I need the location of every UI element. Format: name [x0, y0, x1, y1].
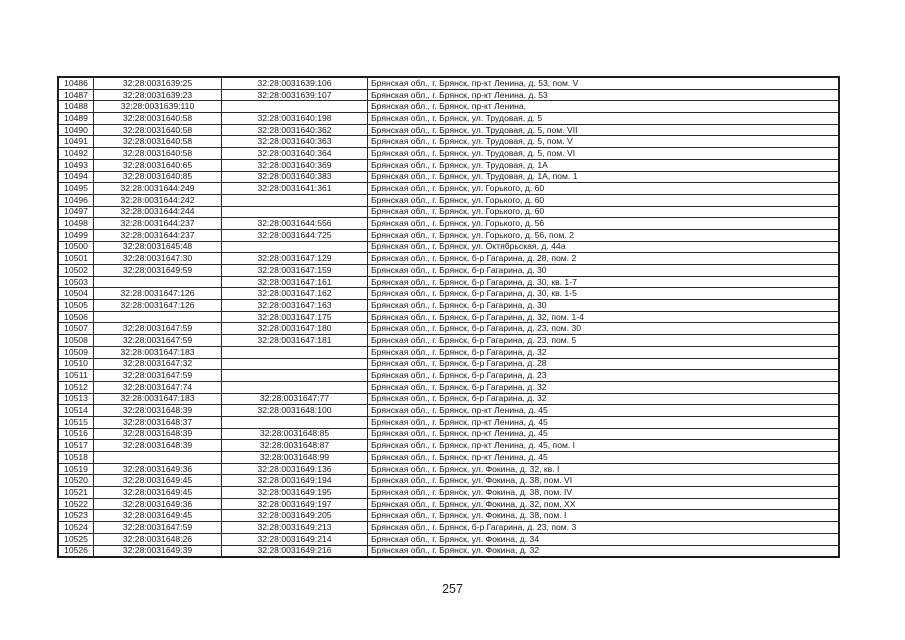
- table-row: [58, 101, 839, 113]
- cadastral-number-cell: 32:28:0031640:58: [94, 124, 222, 136]
- table-row: [58, 405, 839, 417]
- address-cell: Брянская обл., г. Брянск, пр-кт Ленина, д. 45: [368, 405, 840, 417]
- linked-cadastral-number-cell: 32:28:0031640:383: [222, 171, 368, 183]
- cadastral-number-cell: 32:28:0031644:244: [94, 206, 222, 218]
- linked-cadastral-number-cell: 32:28:0031649:205: [222, 510, 368, 522]
- table-row: [58, 136, 839, 148]
- row-number-cell: 10492: [58, 148, 94, 160]
- cadastral-number-cell: 32:28:0031647:30: [94, 253, 222, 265]
- address-cell: Брянская обл., г. Брянск, б-р Гагарина, д. 32, пом. 1-4: [368, 311, 840, 323]
- table-row: [58, 440, 839, 452]
- row-number-cell: 10496: [58, 194, 94, 206]
- linked-cadastral-number-cell: [222, 381, 368, 393]
- cadastral-number-cell: 32:28:0031648:37: [94, 416, 222, 428]
- row-number-cell: 10505: [58, 300, 94, 312]
- table-row: [58, 428, 839, 440]
- row-number-cell: 10508: [58, 335, 94, 347]
- table-row: [58, 113, 839, 125]
- linked-cadastral-number-cell: [222, 346, 368, 358]
- table-row: [58, 124, 839, 136]
- table-row: [58, 89, 839, 101]
- address-cell: Брянская обл., г. Брянск, ул. Горького, д. 56: [368, 218, 840, 230]
- table-row: [58, 206, 839, 218]
- table-row: [58, 159, 839, 171]
- address-cell: Брянская обл., г. Брянск, б-р Гагарина, д. 23, пом. 5: [368, 335, 840, 347]
- row-number-cell: 10504: [58, 288, 94, 300]
- row-number-cell: 10489: [58, 113, 94, 125]
- row-number-cell: 10519: [58, 463, 94, 475]
- cadastral-number-cell: 32:28:0031647:126: [94, 300, 222, 312]
- cadastral-number-cell: 32:28:0031640:58: [94, 113, 222, 125]
- cadastral-number-cell: 32:28:0031645:48: [94, 241, 222, 253]
- address-cell: Брянская обл., г. Брянск, б-р Гагарина, д. 30: [368, 300, 840, 312]
- cadastral-number-cell: 32:28:0031644:237: [94, 229, 222, 241]
- table-row: [58, 218, 839, 230]
- cadastral-number-cell: 32:28:0031648:39: [94, 405, 222, 417]
- table-row: [58, 487, 839, 499]
- linked-cadastral-number-cell: 32:28:0031640:369: [222, 159, 368, 171]
- row-number-cell: 10511: [58, 370, 94, 382]
- cadastral-number-cell: 32:28:0031647:59: [94, 522, 222, 534]
- cadastral-number-cell: 32:28:0031649:59: [94, 265, 222, 277]
- table-row: [58, 171, 839, 183]
- linked-cadastral-number-cell: 32:28:0031648:87: [222, 440, 368, 452]
- row-number-cell: 10516: [58, 428, 94, 440]
- table-row: [58, 416, 839, 428]
- table-row: [58, 323, 839, 335]
- address-cell: Брянская обл., г. Брянск, пр-кт Ленина, д. 53, пом. V: [368, 77, 840, 89]
- cadastral-number-cell: 32:28:0031639:25: [94, 77, 222, 89]
- linked-cadastral-number-cell: 32:28:0031647:162: [222, 288, 368, 300]
- table-row: [58, 533, 839, 545]
- linked-cadastral-number-cell: 32:28:0031649:214: [222, 533, 368, 545]
- table-row: [58, 346, 839, 358]
- cadastral-number-cell: [94, 311, 222, 323]
- row-number-cell: 10503: [58, 276, 94, 288]
- table-row: [58, 522, 839, 534]
- table-row: [58, 194, 839, 206]
- address-cell: Брянская обл., г. Брянск, ул. Трудовая, д. 5: [368, 113, 840, 125]
- address-cell: Брянская обл., г. Брянск, ул. Фокина, д. 34: [368, 533, 840, 545]
- address-cell: Брянская обл., г. Брянск, пр-кт Ленина, д. 53: [368, 89, 840, 101]
- cadastral-number-cell: 32:28:0031649:36: [94, 463, 222, 475]
- linked-cadastral-number-cell: 32:28:0031647:129: [222, 253, 368, 265]
- row-number-cell: 10510: [58, 358, 94, 370]
- address-cell: Брянская обл., г. Брянск, ул. Горького, д. 60: [368, 206, 840, 218]
- cadastral-number-cell: 32:28:0031644:249: [94, 183, 222, 195]
- row-number-cell: 10500: [58, 241, 94, 253]
- linked-cadastral-number-cell: 32:28:0031648:85: [222, 428, 368, 440]
- table-row: [58, 276, 839, 288]
- cadastral-number-cell: 32:28:0031647:183: [94, 346, 222, 358]
- table-row: [58, 311, 839, 323]
- row-number-cell: 10526: [58, 545, 94, 557]
- row-number-cell: 10501: [58, 253, 94, 265]
- cadastral-number-cell: 32:28:0031647:59: [94, 323, 222, 335]
- table-row: [58, 463, 839, 475]
- cadastral-number-cell: 32:28:0031647:32: [94, 358, 222, 370]
- linked-cadastral-number-cell: 32:28:0031647:180: [222, 323, 368, 335]
- row-number-cell: 10509: [58, 346, 94, 358]
- linked-cadastral-number-cell: [222, 206, 368, 218]
- address-cell: Брянская обл., г. Брянск, ул. Трудовая, д. 1А: [368, 159, 840, 171]
- table-row: [58, 475, 839, 487]
- table-row: [58, 370, 839, 382]
- linked-cadastral-number-cell: [222, 370, 368, 382]
- row-number-cell: 10491: [58, 136, 94, 148]
- address-cell: Брянская обл., г. Брянск, ул. Трудовая, д. 1А, пом. 1: [368, 171, 840, 183]
- cadastral-table-body: [58, 77, 839, 557]
- row-number-cell: 10522: [58, 498, 94, 510]
- row-number-cell: 10523: [58, 510, 94, 522]
- row-number-cell: 10521: [58, 487, 94, 499]
- address-cell: Брянская обл., г. Брянск, б-р Гагарина, д. 28: [368, 358, 840, 370]
- linked-cadastral-number-cell: 32:28:0031647:77: [222, 393, 368, 405]
- cadastral-number-cell: 32:28:0031640:65: [94, 159, 222, 171]
- address-cell: Брянская обл., г. Брянск, пр-кт Ленина, д. 45: [368, 452, 840, 464]
- cadastral-number-cell: 32:28:0031647:126: [94, 288, 222, 300]
- cadastral-number-cell: 32:28:0031649:45: [94, 475, 222, 487]
- linked-cadastral-number-cell: [222, 101, 368, 113]
- cadastral-number-cell: 32:28:0031647:59: [94, 370, 222, 382]
- address-cell: Брянская обл., г. Брянск, ул. Фокина, д. 38, пом. IV: [368, 487, 840, 499]
- table-row: [58, 77, 839, 89]
- cadastral-number-cell: 32:28:0031649:39: [94, 545, 222, 557]
- table-row: [58, 498, 839, 510]
- cadastral-number-cell: 32:28:0031640:58: [94, 136, 222, 148]
- row-number-cell: 10520: [58, 475, 94, 487]
- table-row: [58, 265, 839, 277]
- row-number-cell: 10488: [58, 101, 94, 113]
- row-number-cell: 10493: [58, 159, 94, 171]
- linked-cadastral-number-cell: 32:28:0031640:198: [222, 113, 368, 125]
- address-cell: Брянская обл., г. Брянск, ул. Фокина, д. 32, пом. XX: [368, 498, 840, 510]
- row-number-cell: 10486: [58, 77, 94, 89]
- cadastral-number-cell: 32:28:0031639:110: [94, 101, 222, 113]
- cadastral-number-cell: 32:28:0031644:237: [94, 218, 222, 230]
- linked-cadastral-number-cell: 32:28:0031648:100: [222, 405, 368, 417]
- cadastral-number-cell: 32:28:0031649:45: [94, 510, 222, 522]
- cadastral-number-cell: 32:28:0031647:183: [94, 393, 222, 405]
- linked-cadastral-number-cell: 32:28:0031647:159: [222, 265, 368, 277]
- cadastral-number-cell: 32:28:0031640:85: [94, 171, 222, 183]
- cadastral-table: [57, 76, 840, 558]
- linked-cadastral-number-cell: 32:28:0031647:175: [222, 311, 368, 323]
- row-number-cell: 10517: [58, 440, 94, 452]
- row-number-cell: 10490: [58, 124, 94, 136]
- address-cell: Брянская обл., г. Брянск, пр-кт Ленина, д. 45: [368, 416, 840, 428]
- table-row: [58, 148, 839, 160]
- address-cell: Брянская обл., г. Брянск, ул. Горького, д. 60: [368, 194, 840, 206]
- address-cell: Брянская обл., г. Брянск, б-р Гагарина, д. 30, кв. 1-7: [368, 276, 840, 288]
- cadastral-number-cell: 32:28:0031647:59: [94, 335, 222, 347]
- address-cell: Брянская обл., г. Брянск, ул. Фокина, д. 32: [368, 545, 840, 557]
- table-row: [58, 335, 839, 347]
- table-row: [58, 381, 839, 393]
- table-row: [58, 300, 839, 312]
- row-number-cell: 10487: [58, 89, 94, 101]
- linked-cadastral-number-cell: 32:28:0031639:106: [222, 77, 368, 89]
- address-cell: Брянская обл., г. Брянск, ул. Фокина, д. 38, пом. I: [368, 510, 840, 522]
- linked-cadastral-number-cell: 32:28:0031649:197: [222, 498, 368, 510]
- address-cell: Брянская обл., г. Брянск, б-р Гагарина, д. 32: [368, 381, 840, 393]
- address-cell: Брянская обл., г. Брянск, ул. Фокина, д. 38, пом. VI: [368, 475, 840, 487]
- row-number-cell: 10498: [58, 218, 94, 230]
- linked-cadastral-number-cell: 32:28:0031649:195: [222, 487, 368, 499]
- linked-cadastral-number-cell: [222, 358, 368, 370]
- cadastral-number-cell: 32:28:0031648:26: [94, 533, 222, 545]
- linked-cadastral-number-cell: 32:28:0031640:362: [222, 124, 368, 136]
- address-cell: Брянская обл., г. Брянск, б-р Гагарина, д. 23: [368, 370, 840, 382]
- table-row: [58, 358, 839, 370]
- linked-cadastral-number-cell: 32:28:0031648:99: [222, 452, 368, 464]
- cadastral-number-cell: 32:28:0031648:39: [94, 428, 222, 440]
- table-row: [58, 510, 839, 522]
- linked-cadastral-number-cell: [222, 241, 368, 253]
- table-row: [58, 288, 839, 300]
- row-number-cell: 10513: [58, 393, 94, 405]
- row-number-cell: 10506: [58, 311, 94, 323]
- row-number-cell: 10518: [58, 452, 94, 464]
- table-row: [58, 452, 839, 464]
- cadastral-number-cell: 32:28:0031640:58: [94, 148, 222, 160]
- linked-cadastral-number-cell: [222, 416, 368, 428]
- row-number-cell: 10512: [58, 381, 94, 393]
- address-cell: Брянская обл., г. Брянск, ул. Трудовая, д. 5, пом. V: [368, 136, 840, 148]
- address-cell: Брянская обл., г. Брянск, б-р Гагарина, д. 30: [368, 265, 840, 277]
- address-cell: Брянская обл., г. Брянск, ул. Трудовая, д. 5, пом. VII: [368, 124, 840, 136]
- address-cell: Брянская обл., г. Брянск, б-р Гагарина, д. 23, пом. 3: [368, 522, 840, 534]
- address-cell: Брянская обл., г. Брянск, ул. Горького, д. 56, пом. 2: [368, 229, 840, 241]
- table-row: [58, 183, 839, 195]
- cadastral-number-cell: [94, 452, 222, 464]
- table-row: [58, 545, 839, 557]
- table-row: [58, 253, 839, 265]
- linked-cadastral-number-cell: 32:28:0031639:107: [222, 89, 368, 101]
- address-cell: Брянская обл., г. Брянск, ул. Трудовая, д. 5, пом. VI: [368, 148, 840, 160]
- cadastral-number-cell: 32:28:0031649:45: [94, 487, 222, 499]
- address-cell: Брянская обл., г. Брянск, пр-кт Ленина, д. 45: [368, 428, 840, 440]
- page-number: 257: [442, 582, 463, 596]
- cadastral-number-cell: 32:28:0031648:39: [94, 440, 222, 452]
- cadastral-number-cell: 32:28:0031639:23: [94, 89, 222, 101]
- cadastral-number-cell: [94, 276, 222, 288]
- row-number-cell: 10514: [58, 405, 94, 417]
- address-cell: Брянская обл., г. Брянск, ул. Октябрьская, д. 44а: [368, 241, 840, 253]
- cadastral-number-cell: 32:28:0031647:74: [94, 381, 222, 393]
- address-cell: Брянская обл., г. Брянск, б-р Гагарина, д. 32: [368, 346, 840, 358]
- row-number-cell: 10494: [58, 171, 94, 183]
- row-number-cell: 10499: [58, 229, 94, 241]
- table-row: [58, 393, 839, 405]
- address-cell: Брянская обл., г. Брянск, б-р Гагарина, д. 32: [368, 393, 840, 405]
- cadastral-number-cell: 32:28:0031649:36: [94, 498, 222, 510]
- row-number-cell: 10515: [58, 416, 94, 428]
- linked-cadastral-number-cell: 32:28:0031647:161: [222, 276, 368, 288]
- address-cell: Брянская обл., г. Брянск, ул. Горького, д. 60: [368, 183, 840, 195]
- linked-cadastral-number-cell: 32:28:0031649:213: [222, 522, 368, 534]
- linked-cadastral-number-cell: 32:28:0031649:194: [222, 475, 368, 487]
- linked-cadastral-number-cell: 32:28:0031647:163: [222, 300, 368, 312]
- address-cell: Брянская обл., г. Брянск, ул. Фокина, д. 32, кв. I: [368, 463, 840, 475]
- linked-cadastral-number-cell: 32:28:0031649:136: [222, 463, 368, 475]
- address-cell: Брянская обл., г. Брянск, б-р Гагарина, д. 30, кв. 1-5: [368, 288, 840, 300]
- row-number-cell: 10502: [58, 265, 94, 277]
- address-cell: Брянская обл., г. Брянск, б-р Гагарина, д. 23, пом. 30: [368, 323, 840, 335]
- linked-cadastral-number-cell: 32:28:0031644:556: [222, 218, 368, 230]
- table-row: [58, 229, 839, 241]
- address-cell: Брянская обл., г. Брянск, б-р Гагарина, д. 28, пом. 2: [368, 253, 840, 265]
- address-cell: Брянская обл., г. Брянск, пр-кт Ленина, д. 45, пом. I: [368, 440, 840, 452]
- linked-cadastral-number-cell: 32:28:0031640:364: [222, 148, 368, 160]
- linked-cadastral-number-cell: [222, 194, 368, 206]
- linked-cadastral-number-cell: 32:28:0031647:181: [222, 335, 368, 347]
- row-number-cell: 10497: [58, 206, 94, 218]
- table-row: [58, 241, 839, 253]
- linked-cadastral-number-cell: 32:28:0031641:361: [222, 183, 368, 195]
- linked-cadastral-number-cell: 32:28:0031640:363: [222, 136, 368, 148]
- row-number-cell: 10525: [58, 533, 94, 545]
- linked-cadastral-number-cell: 32:28:0031649:216: [222, 545, 368, 557]
- cadastral-number-cell: 32:28:0031644:242: [94, 194, 222, 206]
- row-number-cell: 10507: [58, 323, 94, 335]
- row-number-cell: 10495: [58, 183, 94, 195]
- address-cell: Брянская обл., г. Брянск, пр-кт Ленина,: [368, 101, 840, 113]
- row-number-cell: 10524: [58, 522, 94, 534]
- linked-cadastral-number-cell: 32:28:0031644:725: [222, 229, 368, 241]
